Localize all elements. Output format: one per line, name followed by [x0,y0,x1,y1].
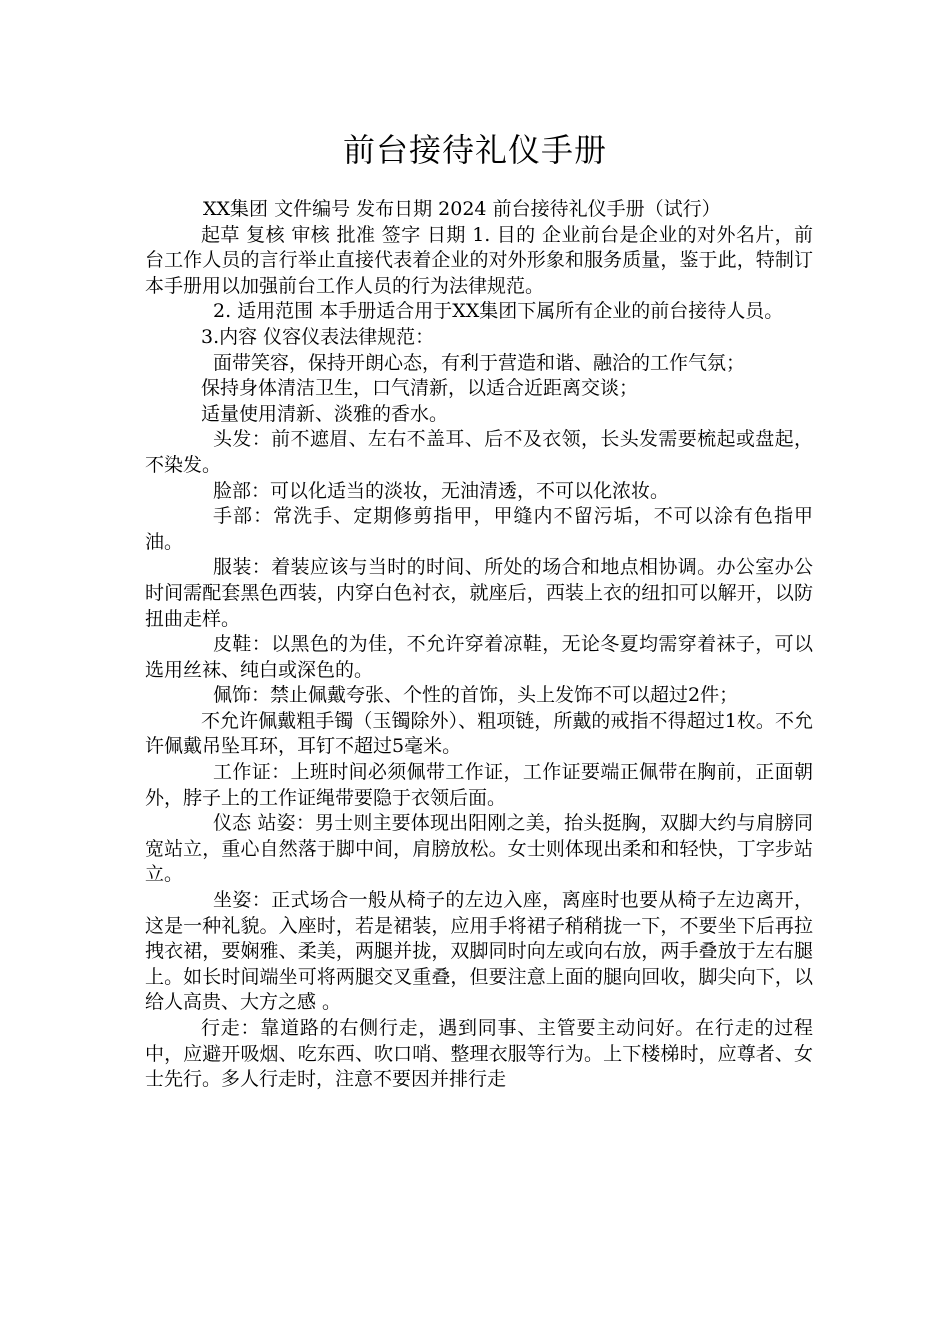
paragraph: 工作证：上班时间必须佩带工作证，工作证要端正佩带在胸前，正面朝外，脖子上的工作证绳带要隐于衣领后面。 [145,761,813,809]
document-body [145,197,813,1093]
paragraph: 坐姿：正式场合一般从椅子的左边入座，离座时也要从椅子左边离开，这是一种礼貌。入座时，若是裙装，应用手将裙子稍稍拢一下，不要坐下后再拉拽衣裙，要娴雅、柔美，两腿并拢，双脚同时向左或向右放，两手叠放于左右腿上。如长时间端坐可将两腿交叉重叠，但要注意上面的腿向回收，脚尖向下，以给人高贵、大方之感 。 [145,889,813,1014]
paragraph: 行走：靠道路的右侧行走，遇到同事、主管要主动问好。在行走的过程中，应避开吸烟、吃东西、吹口哨、整理衣服等行为。上下楼梯时，应尊者、女士先行。多人行走时，注意不要因并排行走 [145,1017,813,1091]
paragraph: 佩饰：禁止佩戴夸张、个性的首饰，头上发饰不可以超过2件； [213,684,739,707]
paragraph: XX集团 文件编号 发布日期 2024 前台接待礼仪手册（试行） [203,198,721,220]
paragraph: 保持身体清洁卫生，口气清新，以适合近距离交谈； [201,377,639,400]
paragraph: 起草 复核 审核 批准 签字 日期 1. 目的 企业前台是企业的对外名片，前台工作人员的言行举止直接代表着企业的对外形象和服务质量，鉴于此，特制订本手册用以加强前台工作人员的行为法律规范。 [145,223,813,297]
paragraph: 头发：前不遮眉、左右不盖耳、后不及衣领，长头发需要梳起或盘起，不染发。 [145,428,813,476]
paragraph: 皮鞋：以黑色的为佳，不允许穿着凉鞋，无论冬夏均需穿着袜子，可以选用丝袜、纯白或深色的。 [145,633,813,681]
document-title: 前台接待礼仪手册 [342,131,607,169]
paragraph: 3.内容 仪容仪表法律规范： [201,325,435,348]
paragraph: 脸部：可以化适当的淡妆，无油清透，不可以化浓妆。 [213,479,670,502]
paragraph: 服装：着装应该与当时的时间、所处的场合和地点相协调。办公室办公时间需配套黑色西装，内穿白色衬衣，就座后，西装上衣的纽扣可以解开，以防扭曲走样。 [145,556,813,630]
paragraph: 面带笑容，保持开朗心态，有利于营造和谐、融洽的工作气氛； [213,351,746,374]
paragraph: 不允许佩戴粗手镯（玉镯除外）、粗项链，所戴的戒指不得超过1枚。不允许佩戴吊坠耳环，耳钉不超过5毫米。 [145,709,813,758]
paragraph: 手部：常洗手、定期修剪指甲，甲缝内不留污垢，不可以涂有色指甲油。 [145,505,813,553]
paragraph: 2. 适用范围 本手册适合用于XX集团下属所有企业的前台接待人员。 [213,300,784,323]
paragraph: 适量使用清新、淡雅的香水。 [201,402,449,425]
paragraph: 仪态 站姿：男士则主要体现出阳刚之美，抬头挺胸，双脚大约与肩膀同宽站立，重心自然落于脚中间，肩膀放松。女士则体现出柔和和轻快，丁字步站立。 [145,812,813,886]
